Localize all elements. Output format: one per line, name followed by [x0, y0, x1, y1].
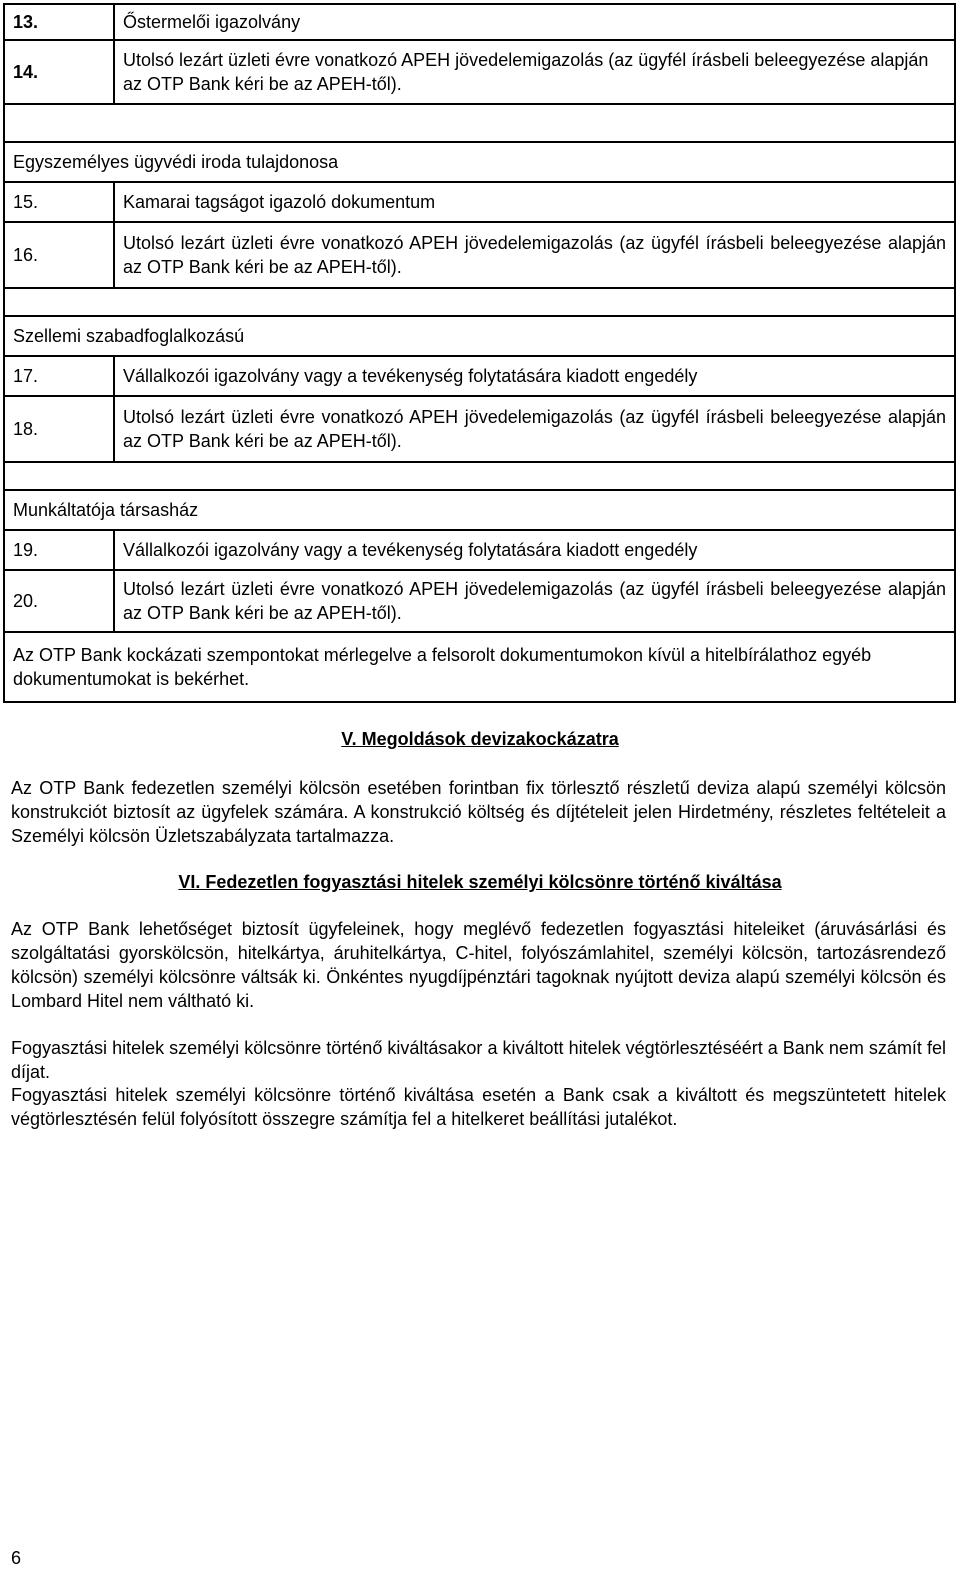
page-number: 6	[11, 1548, 22, 1568]
table-row	[4, 570, 955, 632]
table-row	[4, 222, 955, 288]
required-documents-table	[3, 3, 956, 703]
section-6-paragraph-3: Fogyasztási hitelek személyi kölcsönre történő kiváltása esetén a Bank csak a kiváltott és megszüntetett hitelek végtörlesztésén felül folyósított összegre számítja fel a hitelkeret beállítási jutalékot.	[11, 1085, 946, 1129]
section-label: Munkáltatója társasház	[4, 490, 955, 530]
table-spacer-row	[4, 462, 955, 490]
row-number: 14.	[4, 40, 114, 104]
section-5-paragraph: Az OTP Bank fedezetlen személyi kölcsön esetében forintban fix törlesztő részletű deviza alapú személyi kölcsön konstrukciót biztosít az ügyfelek számára. A konstrukció költség és díjtételeit jelen Hirdetmény, részletes feltételeit a Személyi kölcsön Üzletszabályzata tartalmazza.	[11, 778, 946, 846]
row-number: 15.	[4, 182, 114, 222]
row-text: Vállalkozói igazolvány vagy a tevékenység folytatására kiadott engedély	[114, 530, 955, 570]
row-text: Vállalkozói igazolvány vagy a tevékenység folytatására kiadott engedély	[114, 356, 955, 396]
table-row	[4, 530, 955, 570]
row-text: Utolsó lezárt üzleti évre vonatkozó APEH jövedelemigazolás (az ügyfél írásbeli beleegyezése alapján az OTP Bank kéri be az APEH-től).	[114, 40, 955, 104]
table-spacer-row	[4, 288, 955, 316]
table-row	[4, 490, 955, 530]
section-label: Egyszemélyes ügyvédi iroda tulajdonosa	[4, 142, 955, 182]
table-row	[4, 182, 955, 222]
table-row	[4, 396, 955, 462]
row-number: 18.	[4, 396, 114, 462]
row-number: 17.	[4, 356, 114, 396]
section-5-heading: V. Megoldások devizakockázatra	[341, 729, 619, 749]
section-6-paragraph-2: Fogyasztási hitelek személyi kölcsönre történő kiváltásakor a kiváltott hitelek végtörlesztéséért a Bank nem számít fel díjat.	[11, 1038, 946, 1082]
row-number: 19.	[4, 530, 114, 570]
section-6-heading: VI. Fedezetlen fogyasztási hitelek személyi kölcsönre történő kiváltása	[178, 872, 782, 892]
row-number: 13.	[4, 4, 114, 40]
row-text: Utolsó lezárt üzleti évre vonatkozó APEH jövedelemigazolás (az ügyfél írásbeli beleegyezése alapján az OTP Bank kéri be az APEH-től).	[114, 222, 955, 288]
table-spacer-row	[4, 104, 955, 142]
row-text: Őstermelői igazolvány	[114, 4, 955, 40]
table-note: Az OTP Bank kockázati szempontokat mérlegelve a felsorolt dokumentumokon kívül a hitelbírálathoz egyéb dokumentumokat is bekérhet.	[4, 632, 955, 702]
table-row	[4, 142, 955, 182]
table-row	[4, 356, 955, 396]
row-number: 16.	[4, 222, 114, 288]
row-text: Utolsó lezárt üzleti évre vonatkozó APEH jövedelemigazolás (az ügyfél írásbeli beleegyezése alapján az OTP Bank kéri be az APEH-től).	[114, 570, 955, 632]
table-row	[4, 40, 955, 104]
table-row	[4, 4, 955, 40]
row-text: Utolsó lezárt üzleti évre vonatkozó APEH jövedelemigazolás (az ügyfél írásbeli beleegyezése alapján az OTP Bank kéri be az APEH-től).	[114, 396, 955, 462]
table-row	[4, 632, 955, 702]
section-6-paragraph-1: Az OTP Bank lehetőséget biztosít ügyfeleinek, hogy meglévő fedezetlen fogyasztási hiteleiket (áruvásárlási és szolgáltatási gyorskölcsön, hitelkártya, áruhitelkártya, C-hitel, folyószámlahitel, személyi kölcsön, tartozásrendező kölcsön) személyi kölcsönre váltsák ki. Önkéntes nyugdíjpénztári tagoknak nyújtott deviza alapú személyi kölcsön és Lombard Hitel nem váltható ki.	[11, 919, 946, 1011]
table-row	[4, 316, 955, 356]
row-number: 20.	[4, 570, 114, 632]
row-text: Kamarai tagságot igazoló dokumentum	[114, 182, 955, 222]
section-label: Szellemi szabadfoglalkozású	[4, 316, 955, 356]
